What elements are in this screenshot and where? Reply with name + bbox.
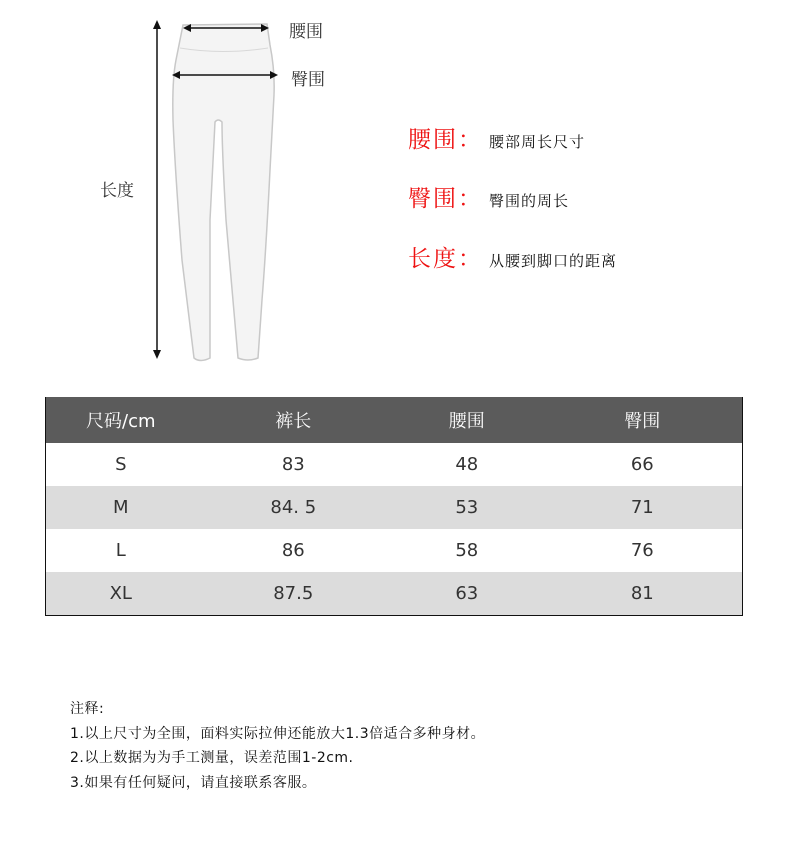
cell-hip: 81 <box>630 583 654 604</box>
cell-hip: 71 <box>630 497 654 518</box>
length-label: 长度 <box>100 181 134 201</box>
cell-length: 87.5 <box>273 583 314 604</box>
header-size: 尺码/cm <box>86 411 156 432</box>
cell-length: 86 <box>281 540 305 561</box>
note-item: 1.以上尺寸为全围，面料实际拉伸还能放大1.3倍适合多种身材。 <box>70 725 486 742</box>
cell-length: 83 <box>281 454 305 475</box>
legend-key: 臀围： <box>408 186 483 212</box>
cell-length: 84. 5 <box>270 497 317 518</box>
cell-size: S <box>115 454 127 475</box>
legend-desc: 腰部周长尺寸 <box>489 133 586 151</box>
notes-section <box>70 697 485 795</box>
table-row <box>46 529 742 572</box>
legend-key: 腰围： <box>408 127 483 153</box>
legend-item-length <box>408 240 617 273</box>
header-length: 裤长 <box>275 411 312 432</box>
header-hip: 臀围 <box>624 411 661 432</box>
table-header-row <box>46 397 742 443</box>
cell-hip: 66 <box>630 454 654 475</box>
cell-waist: 53 <box>455 497 479 518</box>
table-row <box>46 486 742 529</box>
cell-hip: 76 <box>630 540 654 561</box>
hip-label: 臀围 <box>291 70 325 90</box>
cell-size: XL <box>109 583 132 604</box>
cell-waist: 58 <box>455 540 479 561</box>
legend-desc: 臀围的周长 <box>489 192 570 210</box>
notes-title: 注释: <box>70 701 105 717</box>
cell-waist: 48 <box>455 454 479 475</box>
leggings-outline-icon <box>100 0 400 380</box>
legend-desc: 从腰到脚口的距离 <box>489 252 618 270</box>
table-row <box>46 443 742 486</box>
legend-item-waist <box>408 121 585 154</box>
table-row <box>46 572 742 615</box>
size-table <box>45 397 743 616</box>
note-item: 2.以上数据为为手工测量，误差范围1-2cm. <box>70 750 354 766</box>
header-waist: 腰围 <box>448 411 485 432</box>
size-diagram <box>100 0 400 380</box>
waist-label: 腰围 <box>289 22 323 42</box>
legend-item-hip <box>408 180 569 213</box>
legend-key: 长度： <box>408 246 483 272</box>
cell-size: L <box>115 540 126 561</box>
note-item: 3.如果有任何疑问，请直接联系客服。 <box>70 774 317 791</box>
cell-size: M <box>113 497 129 518</box>
cell-waist: 63 <box>455 583 479 604</box>
